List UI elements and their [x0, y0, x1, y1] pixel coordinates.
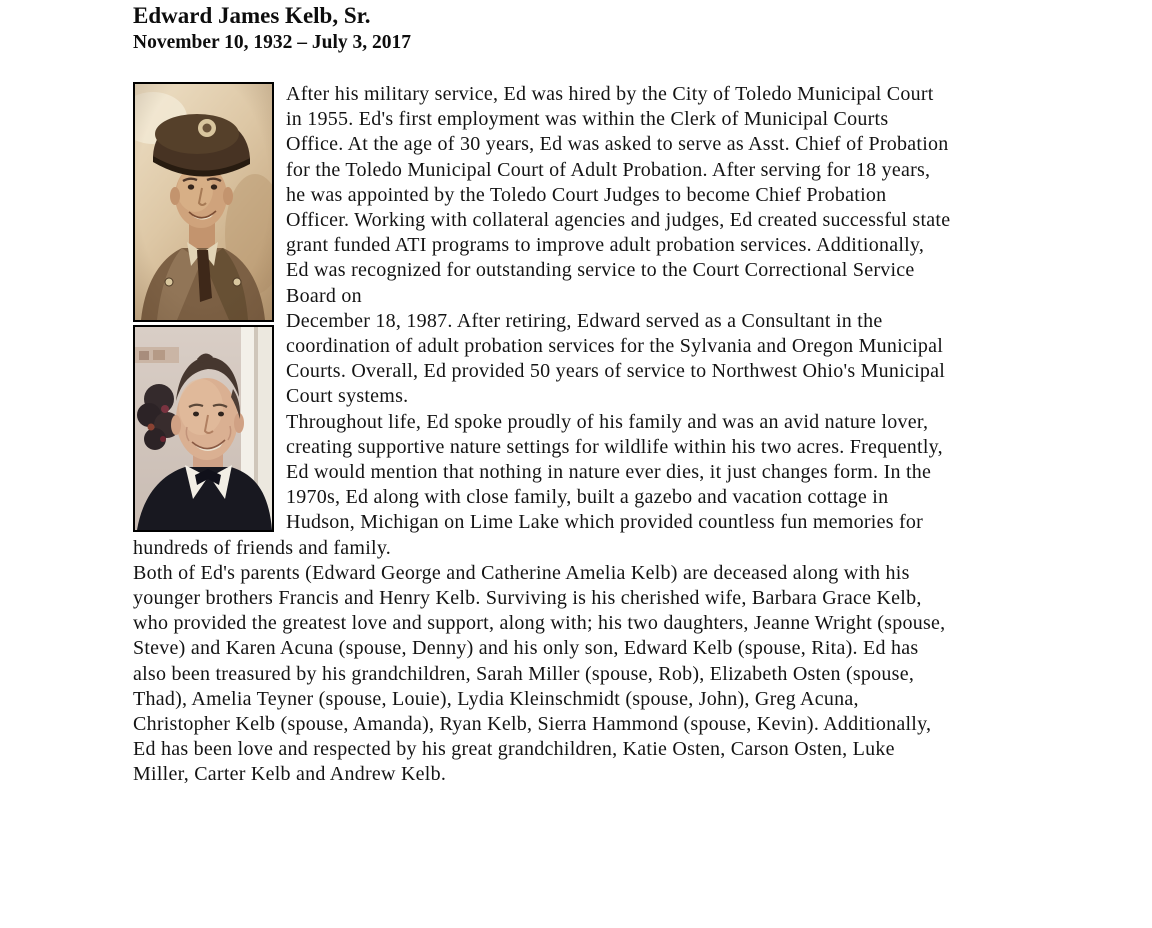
obituary-paragraph-career: After his military service, Ed was hired by the City of Toledo Municipal Court in 1955. Ed's first employment was within the Clerk of Municipal Courts Office. At the age of 30 years, Ed was asked to serve as Asst. Chief of Probation for the Toledo Municipal Court of Adult Probation. After serving for 18 years, he was appointed by the Toledo Court Judges to become Chief Probation Officer. Working with collateral agencies and judges, Ed created successful state grant funded ATI programs to improve adult probation services. Additionally, Ed was recognized for outstanding service to the Court Correctional Service Board on	[286, 83, 951, 307]
elderly-portrait-illustration	[135, 327, 272, 530]
military-portrait-illustration	[135, 84, 272, 320]
elderly-portrait-photo	[133, 325, 274, 532]
military-portrait-photo	[133, 82, 274, 322]
obituary-page	[133, 2, 951, 788]
obituary-paragraph-retirement: December 18, 1987. After retiring, Edward served as a Consultant in the coordination of adult probation services for the Sylvania and Oregon Municipal Courts. Overall, Ed provided 50 years of service to Northwest Ohio's Municipal Court systems.	[286, 309, 946, 408]
life-dates: November 10, 1932 – July 3, 2017	[133, 32, 412, 53]
obituary-paragraph-survivors: Both of Ed's parents (Edward George and Catherine Amelia Kelb) are deceased along with his younger brothers Francis and Henry Kelb. Surviving is his cherished wife, Barbara Grace Kelb, who provided the greatest love and support, along with; his two daughters, Jeanne Wright (spouse, Steve) and Karen Acuna (spouse, Denny) and his only son, Edward Kelb (spouse, Rita). Ed has also been treasured by his grandchildren, Sarah Miller (spouse, Rob), Elizabeth Osten (spouse, Thad), Amelia Teyner (spouse, Louie), Lydia Kleinschmidt (spouse, John), Greg Acuna, Christopher Kelb (spouse, Amanda), Ryan Kelb, Sierra Hammond (spouse, Kevin). Additionally, Ed has been love and respected by his great grandchildren, Katie Osten, Carson Osten, Luke Miller, Carter Kelb and Andrew Kelb.	[133, 561, 946, 786]
obituary-paragraph-family-life: Throughout life, Ed spoke proudly of his family and was an avid nature lover, creating supportive nature settings for wildlife within his two acres. Frequently, Ed would mention that nothing in nature ever dies, it just changes form. In the 1970s, Ed along with close family, built a gazebo and vacation cottage in Hudson, Michigan on Lime Lake which provided countless fun memories for hundreds of friends and family.	[133, 410, 943, 559]
page-title: Edward James Kelb, Sr.	[133, 3, 371, 28]
obituary-body	[133, 82, 951, 788]
